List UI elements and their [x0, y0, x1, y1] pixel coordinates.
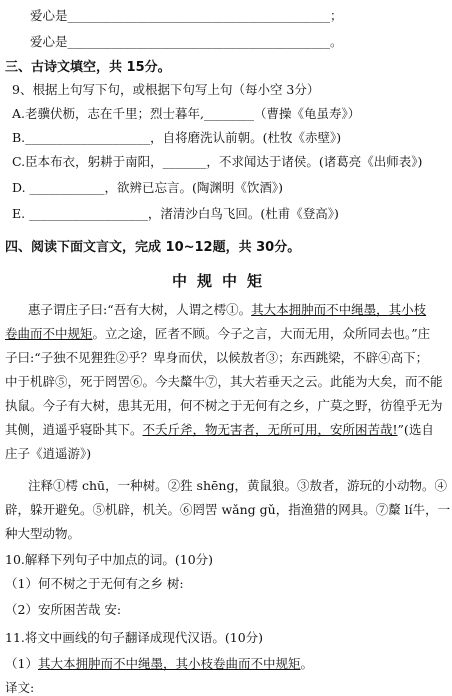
question-10: 10.解释下列句子中加点的词。(10分) [5, 552, 214, 567]
passage-line-7: 庄子《逍遥游》) [5, 446, 92, 461]
section-3-heading: 三、古诗文填空，共 15分。 [5, 60, 171, 75]
passage-line-2 [5, 324, 430, 342]
passage-line-3: 子曰:“子独不见狸狌②乎？卑身而伏，以候敖者③；东西跳梁，不辟④高下； [5, 350, 429, 365]
passage-title: 中规中矩 [172, 272, 273, 290]
question-9: 9、根据上句写下句，或根据下句写上句（每小空 3分） [12, 82, 320, 97]
question-11: 11.将文中画线的句子翻译成现代汉语。(10分) [5, 630, 264, 645]
question-11-1 [5, 654, 313, 672]
question-10-2: （2）安所困苦哉 安: [5, 602, 122, 617]
passage-text: 惠子谓庄子曰:“吾有大树，人谓之樗①。 [28, 302, 252, 317]
passage-text: 其侧，逍遥乎寝卧其下。 [5, 422, 143, 437]
passage-line-4: 中于机辟⑤，死于罔罟⑥。今夫斄牛⑦，其大若垂天之云。此能为大矣，而不能 [5, 374, 443, 389]
notes-line-3: 种大型动物。 [5, 526, 81, 541]
underlined-sentence: 其大本拥肿而不中绳墨，其小枝 [251, 302, 427, 317]
underlined-sentence: 不夭斤斧，物无害者，无所可用，安所困苦哉! [142, 422, 398, 437]
section-4-heading: 四、阅读下面文言文，完成 10~12题，共 30分。 [5, 240, 301, 255]
translation-label: 译文: [5, 680, 35, 695]
passage-text: ”(选自 [397, 422, 434, 437]
item-b: B.____________________，自将磨洗认前朝。(杜牧《赤壁》) [12, 130, 342, 145]
underlined-sentence: 卷曲而不中规矩 [5, 326, 93, 341]
notes-line-2: 辟，躲开避免。⑤机辟，机关。⑥罔罟 wǎng gǔ，指渔猎的网具。⑦斄 lí牛，一 [5, 502, 451, 517]
passage-line-5: 执鼠。今子有大树，患其无用，何不树之于无何有之乡，广莫之野，彷徨乎无为 [5, 398, 443, 413]
passage-line-6 [5, 420, 434, 438]
item-a: A.老骥伏枥，志在千里；烈士暮年,________（曹操《龟虽寿》） [12, 106, 361, 121]
answer-line-2: 爱心是__________________________________________。 [30, 34, 343, 49]
item-c: C.臣本布衣，躬耕于南阳，_______，不求闻达于诸侯。(诸葛亮《出师表》) [12, 154, 423, 169]
item-end: 。 [300, 656, 313, 671]
answer-line-1: 爱心是__________________________________________； [30, 8, 343, 23]
passage-text: 。立之途，匠者不顾。今子之言，大而无用，众所同去也。”庄 [92, 326, 431, 341]
passage-line-1 [28, 300, 426, 318]
notes-line-1: 注释①樗 chū，一种树。②狌 shēng，黄鼠狼。③敖者，游玩的小动物。④ [28, 478, 447, 493]
underlined-sentence: 其大本拥肿而不中绳墨，其小枝卷曲而不中规矩 [37, 656, 301, 671]
item-number: （1） [5, 656, 38, 671]
question-10-1: （1）何不树之于无何有之乡 树: [5, 576, 184, 591]
item-d: D. ____________，欲辨已忘言。(陶渊明《饮酒》) [12, 180, 284, 195]
item-e: E. ___________________，渚清沙白鸟飞回。(杜甫《登高》) [12, 206, 339, 221]
